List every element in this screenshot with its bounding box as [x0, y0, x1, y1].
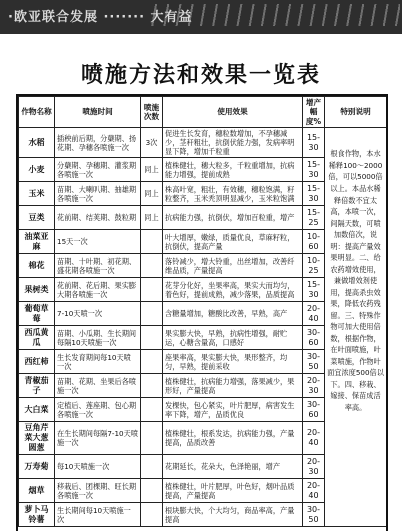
banner-text: ·欧亚联合发展 ······· 大有益 — [8, 10, 193, 25]
crop-name-cell: 萝卜马铃薯 — [19, 503, 55, 527]
spray-timing-cell: 分蘖期、孕穗期、灌浆期各喷施一次 — [55, 158, 141, 182]
yield-increase-cell: 15-25 — [303, 206, 325, 230]
effect-cell: 发棵快，包心紧实，叶片肥厚，病害发生率下降，增产，品质优良 — [163, 398, 303, 422]
spray-count-cell — [141, 350, 163, 374]
crop-name-cell: 豆类 — [19, 206, 55, 230]
spray-timing-cell: 生长发育期间每10天喷一次 — [55, 350, 141, 374]
effect-cell: 花期延长，花朵大，色泽艳丽，增产 — [163, 455, 303, 479]
crop-name-cell: 青椒茄子 — [19, 374, 55, 398]
spray-count-cell — [141, 422, 163, 455]
yield-increase-cell: 20-40 — [303, 302, 325, 326]
header-banner — [0, 0, 402, 34]
yield-increase-cell: 20-30 — [303, 455, 325, 479]
spray-timing-cell: 15天一次 — [55, 230, 141, 254]
spray-count-cell — [141, 230, 163, 254]
spray-count-cell — [141, 455, 163, 479]
table-sheet — [16, 94, 388, 531]
yield-increase-cell: 15-30 — [303, 158, 325, 182]
spray-timing-cell: 7-10天喷一次 — [55, 302, 141, 326]
yield-increase-cell: 20-40 — [303, 422, 325, 455]
header-crop: 作物名称 — [19, 97, 55, 128]
crop-name-cell: 小麦 — [19, 158, 55, 182]
crop-name-cell: 玉米 — [19, 182, 55, 206]
yield-increase-cell: 30-50 — [303, 503, 325, 527]
yield-increase-cell: 15-30 — [303, 182, 325, 206]
spray-count-cell — [141, 302, 163, 326]
crop-name-cell: 万寿菊 — [19, 455, 55, 479]
header-yield: 增产幅度% — [303, 97, 325, 128]
spray-count-cell — [141, 326, 163, 350]
spray-table — [18, 96, 387, 527]
crop-name-cell: 大白菜 — [19, 398, 55, 422]
crop-name-cell: 水稻 — [19, 128, 55, 158]
header-count: 喷施次数 — [141, 97, 163, 128]
crop-name-cell: 烟草 — [19, 479, 55, 503]
spray-count-cell: 同上 — [141, 182, 163, 206]
effect-cell: 促进生长发育，穗粒数增加，不孕穗减少，茎秆粗壮，抗倒伏能力强，发病率明显下降，增加千粒重 — [163, 128, 303, 158]
spray-count-cell — [141, 374, 163, 398]
special-notes-cell: 根食作物，本水稀释100～2000倍，可以5000倍以上。本品水稀释倍数不宜太高，本喷一次，间隔天数，可喷加数倍次，说明：提高产量效果明显。二、给农药增效使用，兼做增效剂使用，提高杀虫效果，降低农药残留。三、特殊作物可加大使用倍数，根据作物，在叶面喷施，叶菜喷施，作物叶面宜浓度500倍以下。四、移栽、嫁接、保苗成活率高。 — [325, 128, 387, 527]
spray-timing-cell: 苗期、花期、坐果后各喷施一次 — [55, 374, 141, 398]
yield-increase-cell: 30-60 — [303, 326, 325, 350]
spray-count-cell — [141, 254, 163, 278]
spray-timing-cell: 移栽后、团棵期、旺长期各喷施一次 — [55, 479, 141, 503]
effect-cell: 花芽分化好，坐果率高，果实大而均匀，着色好，提前成熟，减少落果，品质提高 — [163, 278, 303, 302]
crop-name-cell: 西瓜黄瓜 — [19, 326, 55, 350]
effect-cell: 果实膨大快，早熟，抗病性增强，耐贮运，心糖含量高，口感好 — [163, 326, 303, 350]
yield-increase-cell: 10-25 — [303, 254, 325, 278]
spray-timing-cell: 花前期、花后期、果实膨大期各喷施一次 — [55, 278, 141, 302]
spray-count-cell — [141, 278, 163, 302]
yield-increase-cell: 10-60 — [303, 230, 325, 254]
effect-cell: 根块膨大快，个大均匀，商品率高，产量提高 — [163, 503, 303, 527]
effect-cell: 叶大增厚，嫩绿，质量优良，草麻籽粒，抗倒伏，提高产量 — [163, 230, 303, 254]
spray-count-cell — [141, 479, 163, 503]
effect-cell: 抗病能力强，抗倒伏，增加百粒重，增产 — [163, 206, 303, 230]
spray-timing-cell: 生长期间每10天喷施一次 — [55, 503, 141, 527]
spray-count-cell — [141, 503, 163, 527]
table-body — [19, 128, 387, 527]
effect-cell: 株高叶宽，粗壮，有效穗，穗粒饱满，籽粒整齐，玉米秃顶明显减少，玉米粒饱满 — [163, 182, 303, 206]
spray-count-cell — [141, 398, 163, 422]
spray-count-cell: 3次 — [141, 128, 163, 158]
header-timing: 喷施时间 — [55, 97, 141, 128]
spray-timing-cell: 花前期、结荚期、鼓粒期 — [55, 206, 141, 230]
header-note: 特别说明 — [325, 97, 387, 128]
spray-count-cell: 同上 — [141, 206, 163, 230]
yield-increase-cell: 30-50 — [303, 350, 325, 374]
page-title: 喷施方法和效果一览表 — [80, 62, 321, 88]
yield-increase-cell: 20-30 — [303, 374, 325, 398]
spray-count-cell: 同上 — [141, 158, 163, 182]
yield-increase-cell: 20-40 — [303, 479, 325, 503]
table-row — [19, 128, 387, 158]
spray-timing-cell: 在生长期间每隔7-10天喷施一次 — [55, 422, 141, 455]
spray-timing-cell: 苗期、十叶期、初花期、盛花期各喷施一次 — [55, 254, 141, 278]
crop-name-cell: 油菜亚麻 — [19, 230, 55, 254]
spray-timing-cell: 苗期、大喇叭期、抽雄期各喷施一次 — [55, 182, 141, 206]
effect-cell: 落铃减少，增大铃重，出丝增加，改善纤维品质，产量提高 — [163, 254, 303, 278]
spray-timing-cell: 每10天喷施一次 — [55, 455, 141, 479]
yield-increase-cell: 30-60 — [303, 398, 325, 422]
crop-name-cell: 棉花 — [19, 254, 55, 278]
effect-cell: 座果率高，果实膨大快，果形整齐，均匀，早熟，提前采收 — [163, 350, 303, 374]
crop-name-cell: 西红柿 — [19, 350, 55, 374]
yield-increase-cell: 15-30 — [303, 278, 325, 302]
effect-cell: 植株健壮，抗病能力增强，落果减少，果形好，产量提高 — [163, 374, 303, 398]
effect-cell: 植株健壮，根系发达，抗病能力强，产量提高，品质改善 — [163, 422, 303, 455]
crop-name-cell: 果树类 — [19, 278, 55, 302]
spray-timing-cell: 苗期、小瓜期、生长期间每隔10天喷施一次 — [55, 326, 141, 350]
crop-name-cell: 豆角芹菜大葱圆葱 — [19, 422, 55, 455]
effect-cell: 植株健壮，叶片肥厚，叶色好，烟叶品质提高，产量提高 — [163, 479, 303, 503]
spray-timing-cell: 定植后、莲座期、包心期各喷施一次 — [55, 398, 141, 422]
spray-timing-cell: 插秧前后期，分蘖期、扬花期、孕穗各喷施一次 — [55, 128, 141, 158]
effect-cell: 含糖量增加，糖酸比改善，早熟，高产 — [163, 302, 303, 326]
crop-name-cell: 葡萄草莓 — [19, 302, 55, 326]
header-effect: 使用效果 — [163, 97, 303, 128]
effect-cell: 植株健壮，穗大粒多，千粒重增加，抗病能力增强，提前成熟 — [163, 158, 303, 182]
yield-increase-cell: 15-30 — [303, 128, 325, 158]
